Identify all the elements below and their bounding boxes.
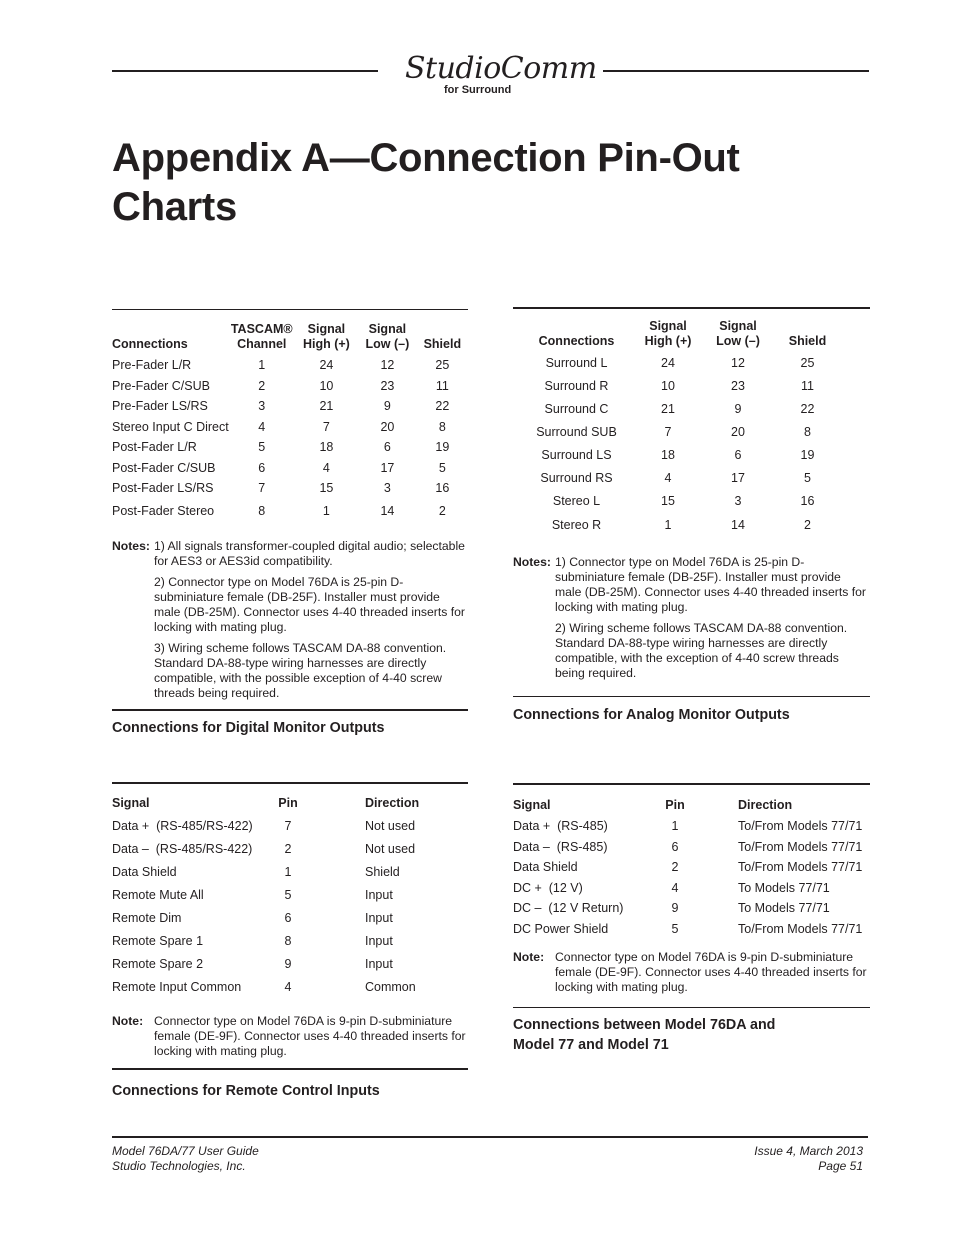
table-row — [513, 486, 835, 509]
cell: 22 — [800, 402, 815, 416]
table-header-row — [112, 321, 468, 352]
cell: 7 — [664, 425, 672, 439]
cell: 14 — [380, 504, 395, 518]
notes-label: Notes: — [513, 555, 551, 569]
cell: Pre-Fader C/SUB — [112, 378, 210, 393]
analog-table — [513, 318, 835, 533]
cell: Input — [365, 957, 393, 971]
table-row — [112, 903, 468, 926]
table-row — [112, 414, 468, 435]
digital-notes — [112, 539, 468, 705]
cell: 16 — [435, 481, 450, 495]
cell: 7 — [284, 819, 292, 833]
footer-rule — [112, 1136, 868, 1138]
cell: 6 — [284, 911, 292, 925]
cell: 1 — [322, 504, 330, 518]
note: 2) Connector type on Model 76DA is 25-pin D-subminiature female (DB-25F). Installer must provide male (DB-25M). Connector uses 4-40 threaded inserts for locking with mating plug. — [154, 575, 465, 634]
cell: 6 — [383, 440, 391, 454]
cell: 8 — [258, 504, 266, 518]
notes-label: Notes: — [112, 539, 150, 553]
cell: Remote Spare 1 — [112, 934, 204, 948]
column-header: Signal — [513, 798, 551, 812]
cell: 5 — [258, 440, 266, 454]
cell: 8 — [438, 419, 446, 434]
cell: 24 — [661, 356, 675, 370]
cell: 11 — [801, 379, 814, 393]
cell: 4 — [671, 880, 679, 895]
table-row — [112, 435, 468, 456]
column-header: Connections — [538, 334, 615, 348]
cell: 18 — [661, 448, 675, 462]
cell: Data Shield — [112, 865, 177, 879]
cell: 24 — [319, 358, 334, 372]
footer-left — [112, 1144, 259, 1174]
cell: 25 — [435, 358, 450, 372]
cell: 7 — [322, 419, 330, 434]
cell: Not used — [365, 819, 416, 833]
cell: 1 — [284, 865, 292, 879]
cell: 6 — [734, 448, 742, 462]
page-title: Appendix A—Connection Pin-Out Charts — [112, 136, 740, 229]
table-row — [112, 496, 468, 519]
cell: 8 — [284, 934, 292, 948]
cell: 21 — [661, 402, 675, 416]
cell: 5 — [671, 921, 679, 936]
cell: Not used — [365, 842, 416, 856]
column-header: Shield — [423, 337, 462, 351]
cell: Remote Spare 2 — [112, 957, 204, 971]
table-row — [513, 855, 870, 876]
cell: Input — [365, 888, 393, 902]
cell: 9 — [383, 399, 391, 413]
cell: 3 — [734, 494, 742, 508]
model77-bottom-rule — [513, 1007, 870, 1008]
column-header: Shield — [788, 334, 827, 348]
table-row — [112, 880, 468, 903]
page-number: Page 51 — [818, 1159, 863, 1173]
cell: 20 — [731, 425, 745, 439]
cell: 4 — [664, 471, 672, 485]
table-row — [513, 417, 835, 440]
cell: 23 — [731, 379, 745, 393]
cell: 10 — [319, 378, 334, 393]
cell: 4 — [284, 980, 292, 994]
digital-table — [112, 321, 468, 519]
notes-label: Note: — [513, 950, 545, 964]
cell: DC Power Shield — [513, 921, 609, 936]
cell: To/From Models 77/71 — [738, 860, 863, 874]
column-header: Connections — [112, 337, 188, 351]
cell: 2 — [258, 378, 266, 393]
digital-caption: Connections for Digital Monitor Outputs — [112, 720, 385, 736]
issue-date: Issue 4, March 2013 — [754, 1144, 863, 1158]
cell: 9 — [671, 901, 679, 915]
table-row — [112, 811, 468, 834]
cell: Surround R — [544, 379, 609, 393]
column-header: Signal — [112, 796, 150, 810]
table-row — [112, 352, 468, 373]
table-row — [112, 949, 468, 972]
cell: 21 — [319, 399, 334, 413]
guide-title: Model 76DA/77 User Guide — [112, 1144, 259, 1158]
cell: Surround SUB — [536, 425, 617, 439]
cell: 3 — [383, 481, 391, 495]
column-header: TASCAM® Channel — [230, 322, 293, 351]
remote-bottom-rule — [112, 1068, 468, 1070]
notes-label: Note: — [112, 1014, 144, 1028]
analog-notes — [513, 555, 870, 690]
analog-top-rule — [513, 307, 870, 309]
cell: 2 — [804, 518, 811, 532]
cell: 18 — [319, 440, 334, 454]
cell: 1 — [671, 819, 679, 833]
cell: 8 — [804, 425, 811, 439]
cell: 4 — [322, 460, 330, 475]
table-row — [112, 455, 468, 476]
cell: 10 — [661, 379, 675, 393]
cell: 23 — [380, 378, 395, 393]
cell: 17 — [731, 471, 745, 485]
cell: 9 — [734, 402, 742, 416]
table-row — [513, 834, 870, 855]
cell: 6 — [671, 839, 679, 854]
header-rule-right — [603, 70, 869, 72]
cell: DC + (12 V) — [513, 880, 583, 895]
table-row — [513, 371, 835, 394]
analog-bottom-rule — [513, 696, 870, 697]
cell: Stereo Input C Direct — [112, 419, 229, 434]
analog-caption: Connections for Analog Monitor Outputs — [513, 707, 790, 723]
cell: 17 — [380, 460, 395, 475]
cell: Input — [365, 911, 393, 925]
footer-right — [754, 1144, 863, 1174]
cell: 19 — [435, 440, 450, 454]
table-row — [112, 476, 468, 497]
cell: Remote Input Common — [112, 980, 242, 994]
cell: Surround LS — [541, 448, 612, 462]
cell: 1 — [258, 358, 266, 372]
cell: DC – (12 V Return) — [513, 901, 624, 915]
digital-top-rule — [112, 309, 468, 310]
note: 1) Connector type on Model 76DA is 25-pin D-subminiature female (DB-25F). Installer must provide male (DB-25M). Connector uses 4-40 threaded inserts for locking with mating plug. — [555, 555, 866, 614]
note: 1) All signals transformer-coupled digital audio; selectable for AES3 or AES3id compatibility. — [154, 539, 465, 568]
table-row — [513, 813, 870, 834]
table-row — [513, 394, 835, 417]
cell: 15 — [661, 494, 675, 508]
cell: Stereo R — [551, 518, 602, 532]
column-header: Signal High (+) — [302, 322, 350, 351]
table-row — [112, 373, 468, 394]
cell: 7 — [258, 481, 266, 495]
table-row — [513, 875, 870, 896]
cell: To/From Models 77/71 — [738, 921, 863, 936]
cell: Data – (RS-485/RS-422) — [112, 842, 253, 856]
cell: 5 — [438, 460, 446, 475]
cell: To/From Models 77/71 — [738, 839, 863, 854]
cell: 2 — [284, 842, 292, 856]
cell: 16 — [800, 494, 815, 508]
cell: 5 — [284, 888, 292, 902]
cell: Remote Dim — [112, 911, 182, 925]
table-row — [513, 916, 870, 937]
model77-top-rule — [513, 783, 870, 785]
cell: Surround L — [545, 356, 608, 370]
cell: Surround RS — [540, 471, 613, 485]
cell: Post-Fader LS/RS — [112, 481, 214, 495]
cell: Post-Fader L/R — [112, 440, 197, 454]
digital-bottom-rule — [112, 709, 468, 711]
cell: 2 — [438, 504, 446, 518]
remote-table — [112, 795, 468, 995]
cell: 4 — [258, 419, 266, 434]
cell: Pre-Fader L/R — [112, 358, 192, 372]
cell: Data Shield — [513, 860, 578, 874]
cell: Remote Mute All — [112, 888, 204, 902]
table-row — [112, 972, 468, 995]
note: 3) Wiring scheme follows TASCAM DA-88 convention. Standard DA-88-type wiring harnesses are directly compatible, with the possible exception of 4-40 screw threads being required. — [154, 641, 447, 700]
table-row — [112, 857, 468, 880]
table-header-row — [513, 797, 870, 813]
cell: 19 — [800, 448, 815, 462]
cell: 22 — [435, 399, 450, 413]
header-rule-left — [112, 70, 378, 72]
cell: To/From Models 77/71 — [738, 819, 863, 833]
cell: Post-Fader Stereo — [112, 504, 215, 518]
table-row — [513, 440, 835, 463]
table-row — [513, 896, 870, 917]
note: 2) Wiring scheme follows TASCAM DA-88 convention. Standard DA-88-type wiring harnesses are directly compatible, with the exception of 4-40 screw threads being required. — [555, 621, 848, 680]
cell: 1 — [664, 518, 672, 532]
column-header: Direction — [738, 798, 793, 812]
cell: Common — [365, 980, 416, 994]
cell: 3 — [258, 399, 266, 413]
note: Connector type on Model 76DA is 9-pin D-subminiature female (DE-9F). Connector uses 4-40 threaded inserts for locking with mating plug. — [555, 950, 867, 994]
cell: Shield — [365, 865, 400, 879]
remote-notes — [112, 1014, 468, 1062]
cell: To Models 77/71 — [738, 880, 830, 895]
cell: Input — [365, 934, 393, 948]
cell: Post-Fader C/SUB — [112, 460, 216, 475]
table-row — [513, 349, 835, 371]
cell: Surround C — [544, 402, 609, 416]
column-header: Signal Low (–) — [365, 322, 410, 351]
table-row — [112, 394, 468, 415]
cell: 9 — [284, 957, 292, 971]
model77-notes — [513, 950, 870, 998]
cell: 12 — [731, 356, 745, 370]
table-row — [513, 509, 835, 533]
caption-line: Model 77 and Model 71 — [513, 1037, 669, 1053]
column-header: Signal High (+) — [644, 319, 692, 348]
note: Connector type on Model 76DA is 9-pin D-subminiature female (DE-9F). Connector uses 4-40 threaded inserts for locking with mating plug. — [154, 1014, 466, 1058]
company-name: Studio Technologies, Inc. — [112, 1159, 246, 1173]
column-header: Direction — [365, 796, 420, 810]
table-row — [112, 834, 468, 857]
cell: 6 — [258, 460, 266, 475]
cell: Stereo L — [552, 494, 601, 508]
logo: StudioComm — [405, 51, 597, 86]
cell: 15 — [319, 481, 334, 495]
logo-subtitle: for Surround — [444, 84, 512, 96]
cell: To Models 77/71 — [738, 901, 830, 915]
cell: Data + (RS-485) — [513, 819, 608, 833]
cell: 11 — [435, 378, 449, 393]
table-header-row — [513, 318, 835, 349]
column-header: Signal Low (–) — [716, 319, 760, 348]
cell: Data + (RS-485/RS-422) — [112, 819, 253, 833]
column-header: Pin — [665, 798, 685, 812]
model77-caption — [513, 1015, 775, 1055]
cell: 20 — [380, 419, 395, 434]
model77-table — [513, 797, 870, 937]
cell: 12 — [380, 358, 395, 372]
cell: Data – (RS-485) — [513, 839, 608, 854]
cell: 2 — [671, 860, 679, 874]
cell: 25 — [800, 356, 815, 370]
column-header: Pin — [278, 796, 298, 810]
table-header-row — [112, 795, 468, 811]
caption-line: Connections between Model 76DA and — [513, 1017, 776, 1033]
remote-caption: Connections for Remote Control Inputs — [112, 1083, 380, 1099]
cell: 14 — [731, 518, 745, 532]
remote-top-rule — [112, 782, 468, 784]
cell: 5 — [804, 471, 811, 485]
table-row — [112, 926, 468, 949]
table-row — [513, 463, 835, 486]
cell: Pre-Fader LS/RS — [112, 399, 208, 413]
